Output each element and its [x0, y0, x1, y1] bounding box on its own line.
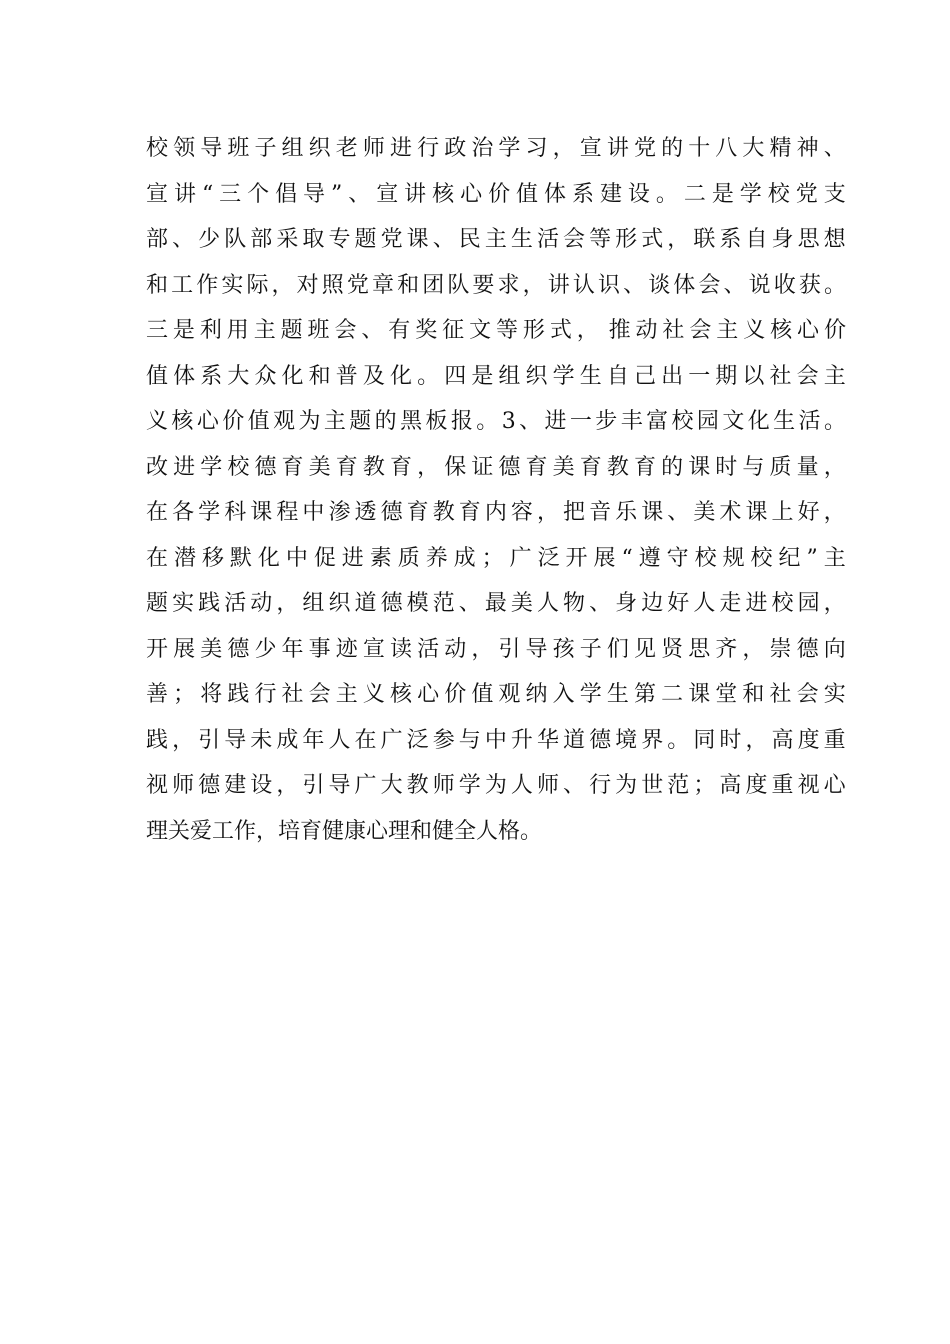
text-line-4: 和 工 作 实 际 ， 对 照 党 章 和 团 队 要 求 ， 讲 认 识 、 谈 体 会 、 说 收 获 。 [146, 272, 846, 298]
text-line-14: 践 ， 引 导 未 成 年 人 在 广 泛 参 与 中 升 华 道 德 境 界 。 同 时 ， 高 度 重 [146, 727, 846, 753]
text-line-16: 理关爱工作，培育健康心理和健全人格。 [146, 818, 543, 844]
text-line-7: 义 核 心 价 值 观 为 主 题 的 黑 板 报 。 3 、 进 一 步 丰 富 校 园 文 化 生 活 。 [146, 409, 846, 434]
text-line-10: 在 潜 移 默 化 中 促 进 素 质 养 成 ； 广 泛 开 展 “ 遵 守 校 规 校 纪 ” 主 [146, 545, 846, 571]
text-line-8: 改 进 学 校 德 育 美 育 教 育 ， 保 证 德 育 美 育 教 育 的 课 时 与 质 量 ， [146, 454, 846, 480]
text-line-15: 视 师 德 建 设 ， 引 导 广 大 教 师 学 为 人 师 、 行 为 世 范 ； 高 度 重 视 心 [146, 773, 846, 798]
text-line-3: 部 、 少 队 部 采 取 专 题 党 课 、 民 主 生 活 会 等 形 式 ， 联 系 自 身 思 想 [146, 227, 846, 252]
text-line-13: 善 ； 将 践 行 社 会 主 义 核 心 价 值 观 纳 入 学 生 第 二 课 堂 和 社 会 实 [146, 682, 846, 707]
text-line-6: 值 体 系 大 众 化 和 普 及 化 。 四 是 组 织 学 生 自 己 出 一 期 以 社 会 主 [146, 363, 846, 389]
body-text [146, 126, 846, 854]
text-line-9: 在 各 学 科 课 程 中 渗 透 德 育 教 育 内 容 ， 把 音 乐 课 、 美 术 课 上 好 ， [146, 500, 846, 525]
text-line-12: 开 展 美 德 少 年 事 迹 宣 读 活 动 ， 引 导 孩 子 们 见 贤 思 齐 ， 崇 德 向 [146, 636, 846, 662]
text-line-5: 三 是 利 用 主 题 班 会 、 有 奖 征 文 等 形 式 ， 推 动 社 会 主 义 核 心 价 [146, 318, 846, 343]
text-line-2: 宣 讲 “ 三 个 倡 导 ” 、 宣 讲 核 心 价 值 体 系 建 设 。 二 是 学 校 党 支 [146, 181, 846, 207]
text-line-11: 题 实 践 活 动 ， 组 织 道 德 模 范 、 最 美 人 物 、 身 边 好 人 走 进 校 园 ， [146, 591, 846, 616]
text-line-1: 校 领 导 班 子 组 织 老 师 进 行 政 治 学 习 ， 宣 讲 党 的 十 八 大 精 神 、 [146, 136, 846, 161]
